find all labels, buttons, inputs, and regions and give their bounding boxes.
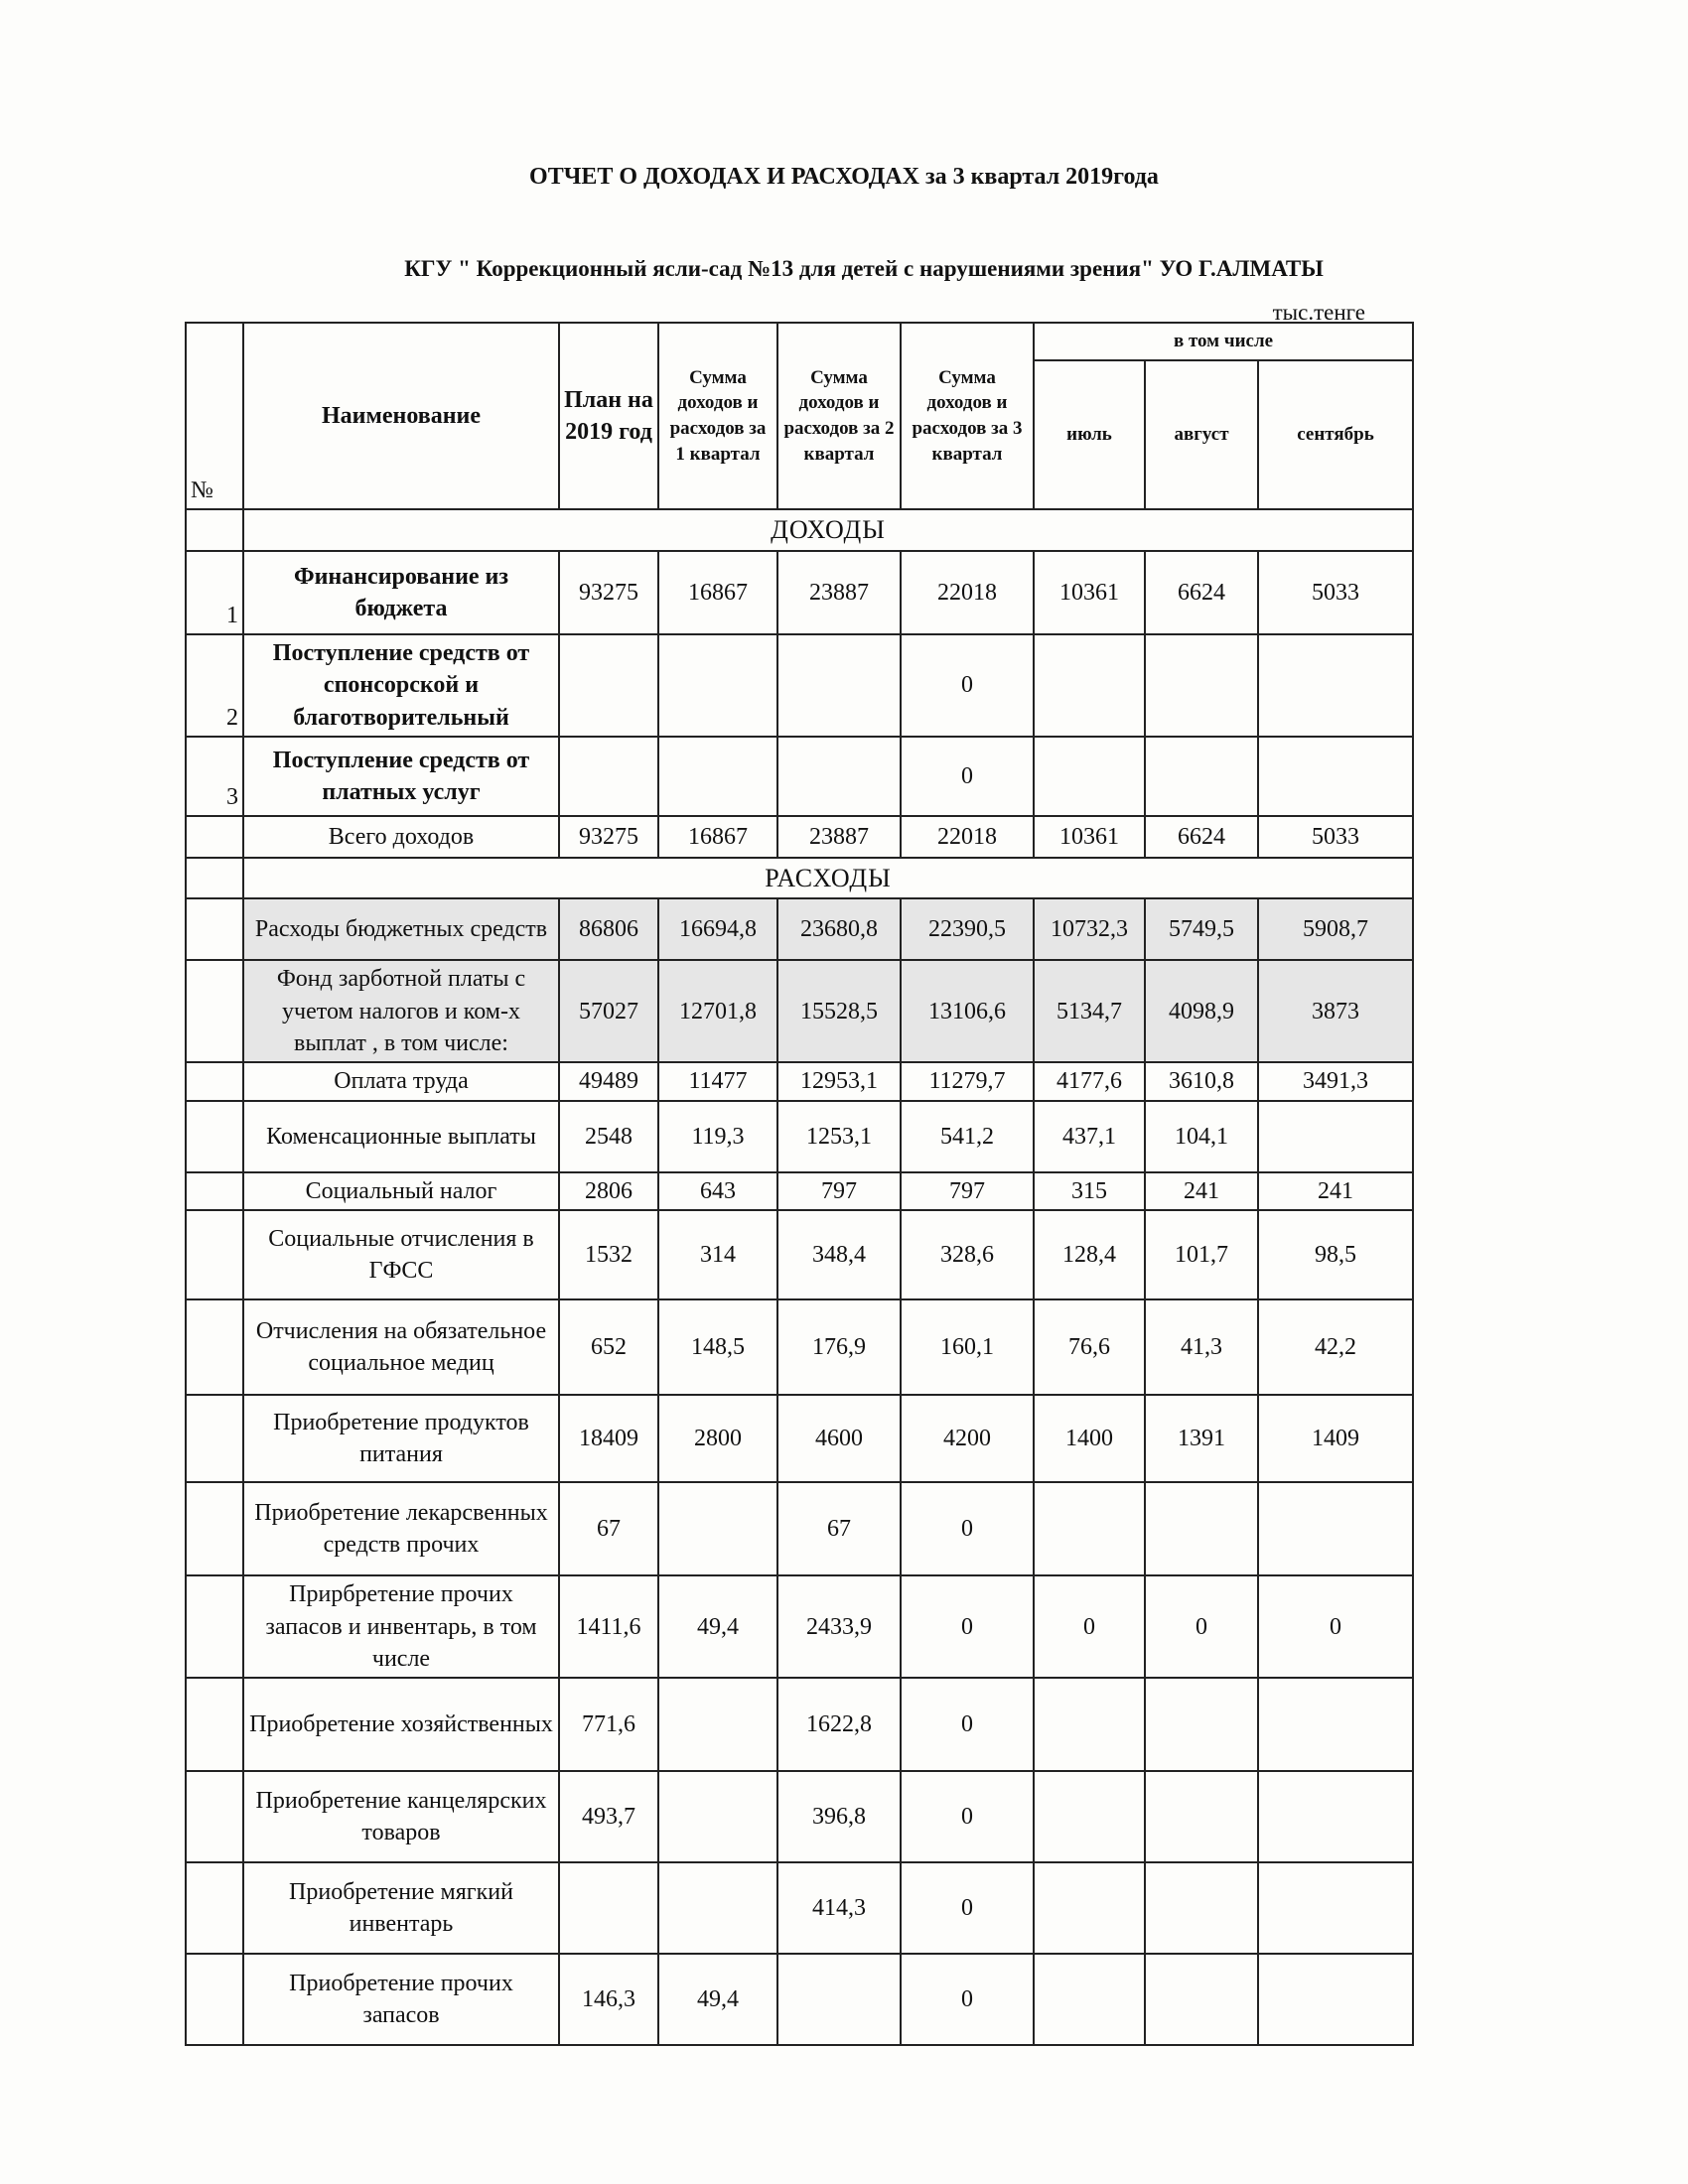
- col-num-header: №: [186, 323, 243, 509]
- cell-q3: 22018: [901, 816, 1034, 858]
- cell-july: [1034, 1954, 1145, 2045]
- cell-q2: 23680,8: [777, 898, 901, 960]
- table-row: [186, 1101, 1413, 1172]
- row-name: Фонд зарботной платы с учетом налогов и ком-х выплат , в том числе:: [243, 960, 559, 1062]
- cell-september: [1258, 1771, 1413, 1862]
- cell-q1: [658, 1862, 777, 1954]
- cell-plan: 86806: [559, 898, 658, 960]
- cell-july: [1034, 1771, 1145, 1862]
- cell-september: 241: [1258, 1172, 1413, 1210]
- cell-q2: 23887: [777, 816, 901, 858]
- row-number: [186, 1771, 243, 1862]
- cell-august: 0: [1145, 1575, 1258, 1678]
- expense-section-row: [186, 858, 1413, 898]
- cell-august: 3610,8: [1145, 1062, 1258, 1100]
- cell-q3: 13106,6: [901, 960, 1034, 1062]
- row-name: Коменсационные выплаты: [243, 1101, 559, 1172]
- row-number: [186, 1482, 243, 1575]
- cell-q2: 15528,5: [777, 960, 901, 1062]
- cell-plan: 1532: [559, 1210, 658, 1299]
- table-row: [186, 1678, 1413, 1771]
- cell-q3: 160,1: [901, 1299, 1034, 1395]
- cell-q2: 396,8: [777, 1771, 901, 1862]
- cell-q3: 11279,7: [901, 1062, 1034, 1100]
- row-number: [186, 816, 243, 858]
- row-number: [186, 1299, 243, 1395]
- table-row: [186, 1172, 1413, 1210]
- row-name: Социальный налог: [243, 1172, 559, 1210]
- cell-q2: 1253,1: [777, 1101, 901, 1172]
- table-row: [186, 1575, 1413, 1678]
- row-number: [186, 1862, 243, 1954]
- cell-q1: 16694,8: [658, 898, 777, 960]
- income-section-row: [186, 509, 1413, 551]
- cell-q1: [658, 1482, 777, 1575]
- cell-q1: 119,3: [658, 1101, 777, 1172]
- cell-july: 128,4: [1034, 1210, 1145, 1299]
- cell-plan: [559, 1862, 658, 1954]
- cell-q1: [658, 634, 777, 737]
- row-name: Приобретение прочих запасов: [243, 1954, 559, 2045]
- row-name: Приобретение мягкий инвентарь: [243, 1862, 559, 1954]
- col-plan-header: План на 2019 год: [559, 323, 658, 509]
- cell-plan: 146,3: [559, 1954, 658, 2045]
- cell-q3: 4200: [901, 1395, 1034, 1482]
- table-row: [186, 737, 1413, 816]
- cell-q1: 16867: [658, 816, 777, 858]
- cell-q1: 16867: [658, 551, 777, 634]
- cell-q2: 797: [777, 1172, 901, 1210]
- row-number: [186, 1395, 243, 1482]
- cell-plan: 2806: [559, 1172, 658, 1210]
- cell-september: [1258, 1954, 1413, 2045]
- row-number: [186, 1575, 243, 1678]
- cell-plan: 2548: [559, 1101, 658, 1172]
- cell-july: [1034, 1678, 1145, 1771]
- cell-q1: 314: [658, 1210, 777, 1299]
- cell-september: [1258, 1678, 1413, 1771]
- cell-september: 5033: [1258, 816, 1413, 858]
- row-number: 3: [186, 737, 243, 816]
- table-row: [186, 1771, 1413, 1862]
- col-q3-header: Сумма доходов и расходов за 3 квартал: [901, 323, 1034, 509]
- cell-q2: 4600: [777, 1395, 901, 1482]
- row-name: Социальные отчисления в ГФСС: [243, 1210, 559, 1299]
- table-row: [186, 1482, 1413, 1575]
- row-number: [186, 1101, 243, 1172]
- row-number: [186, 1062, 243, 1100]
- units-label: тыс.тенге: [1272, 300, 1365, 325]
- cell-august: 6624: [1145, 551, 1258, 634]
- cell-august: 6624: [1145, 816, 1258, 858]
- cell-q1: 148,5: [658, 1299, 777, 1395]
- cell-q2: [777, 1954, 901, 2045]
- cell-july: [1034, 634, 1145, 737]
- cell-august: 104,1: [1145, 1101, 1258, 1172]
- cell-september: 3491,3: [1258, 1062, 1413, 1100]
- cell-august: [1145, 1771, 1258, 1862]
- expense-section-title: РАСХОДЫ: [243, 858, 1413, 898]
- cell-july: [1034, 737, 1145, 816]
- cell-july: 5134,7: [1034, 960, 1145, 1062]
- row-number: [186, 1954, 243, 2045]
- row-number: [186, 960, 243, 1062]
- header-row-1: [186, 323, 1413, 360]
- cell-july: 10361: [1034, 551, 1145, 634]
- table-row: [186, 898, 1413, 960]
- cell-july: 0: [1034, 1575, 1145, 1678]
- cell-q2: 176,9: [777, 1299, 901, 1395]
- cell-q3: 22018: [901, 551, 1034, 634]
- cell-july: 10732,3: [1034, 898, 1145, 960]
- row-name: Расходы бюджетных средств: [243, 898, 559, 960]
- row-name: Приобретение канцелярских товаров: [243, 1771, 559, 1862]
- cell-q2: [777, 737, 901, 816]
- row-number: 2: [186, 634, 243, 737]
- table-row: [186, 960, 1413, 1062]
- row-number: [186, 898, 243, 960]
- cell-july: [1034, 1482, 1145, 1575]
- cell-september: 98,5: [1258, 1210, 1413, 1299]
- row-name: Поступление средств от платных услуг: [243, 737, 559, 816]
- cell-q1: [658, 1771, 777, 1862]
- cell-plan: 493,7: [559, 1771, 658, 1862]
- cell-august: 4098,9: [1145, 960, 1258, 1062]
- cell-august: 101,7: [1145, 1210, 1258, 1299]
- cell-plan: 1411,6: [559, 1575, 658, 1678]
- cell-q3: 0: [901, 1862, 1034, 1954]
- col-including-header: в том числе: [1034, 323, 1413, 360]
- cell-september: 42,2: [1258, 1299, 1413, 1395]
- cell-plan: 49489: [559, 1062, 658, 1100]
- cell-september: 3873: [1258, 960, 1413, 1062]
- cell-plan: 18409: [559, 1395, 658, 1482]
- cell-q2: 2433,9: [777, 1575, 901, 1678]
- cell-q2: 12953,1: [777, 1062, 901, 1100]
- cell-q1: 2800: [658, 1395, 777, 1482]
- row-name: Оплата труда: [243, 1062, 559, 1100]
- cell-q3: 541,2: [901, 1101, 1034, 1172]
- income-total-row: [186, 816, 1413, 858]
- col-q1-header: Сумма доходов и расходов за 1 квартал: [658, 323, 777, 509]
- cell-august: [1145, 1678, 1258, 1771]
- cell-q1: 11477: [658, 1062, 777, 1100]
- cell-q2: 23887: [777, 551, 901, 634]
- cell-q1: [658, 1678, 777, 1771]
- col-august-header: август: [1145, 360, 1258, 509]
- cell-q3: 0: [901, 737, 1034, 816]
- cell-august: 5749,5: [1145, 898, 1258, 960]
- cell-september: 5908,7: [1258, 898, 1413, 960]
- cell-q1: [658, 737, 777, 816]
- cell-q3: 0: [901, 1575, 1034, 1678]
- cell-plan: 67: [559, 1482, 658, 1575]
- cell-july: 76,6: [1034, 1299, 1145, 1395]
- table-row: [186, 1062, 1413, 1100]
- cell-plan: 771,6: [559, 1678, 658, 1771]
- cell-q3: 328,6: [901, 1210, 1034, 1299]
- table-row: [186, 634, 1413, 737]
- cell-september: [1258, 1101, 1413, 1172]
- row-name: Всего доходов: [243, 816, 559, 858]
- cell-q2: 67: [777, 1482, 901, 1575]
- col-september-header: сентябрь: [1258, 360, 1413, 509]
- cell-q3: 0: [901, 634, 1034, 737]
- cell-q2: 348,4: [777, 1210, 901, 1299]
- row-number: [186, 1172, 243, 1210]
- cell-july: 10361: [1034, 816, 1145, 858]
- cell-july: 4177,6: [1034, 1062, 1145, 1100]
- row-name: Прирбретение прочих запасов и инвентарь, в том числе: [243, 1575, 559, 1678]
- col-name-header: Наименование: [243, 323, 559, 509]
- table-row: [186, 1954, 1413, 2045]
- section-num-cell: [186, 858, 243, 898]
- table-row: [186, 1299, 1413, 1395]
- table-row: [186, 1395, 1413, 1482]
- cell-august: 241: [1145, 1172, 1258, 1210]
- cell-q2: [777, 634, 901, 737]
- cell-plan: [559, 737, 658, 816]
- col-q2-header: Сумма доходов и расходов за 2 квартал: [777, 323, 901, 509]
- cell-q3: 0: [901, 1771, 1034, 1862]
- cell-august: [1145, 1954, 1258, 2045]
- table-row: [186, 1210, 1413, 1299]
- cell-q1: 12701,8: [658, 960, 777, 1062]
- cell-q3: 0: [901, 1678, 1034, 1771]
- section-num-cell: [186, 509, 243, 551]
- cell-q1: 49,4: [658, 1954, 777, 2045]
- cell-plan: 57027: [559, 960, 658, 1062]
- row-name: Приобретение продуктов питания: [243, 1395, 559, 1482]
- row-name: Поступление средств от спонсорской и благотворительный: [243, 634, 559, 737]
- cell-q3: 0: [901, 1482, 1034, 1575]
- organization-name: КГУ " Коррекционный ясли-сад №13 для детей с нарушениями зрения" УО Г.АЛМАТЫ: [404, 256, 1324, 281]
- cell-q1: 643: [658, 1172, 777, 1210]
- row-name: Отчисления на обязательное социальное медиц: [243, 1299, 559, 1395]
- row-name: Финансирование из бюджета: [243, 551, 559, 634]
- cell-august: [1145, 1862, 1258, 1954]
- cell-q1: 49,4: [658, 1575, 777, 1678]
- cell-september: 0: [1258, 1575, 1413, 1678]
- cell-q3: 22390,5: [901, 898, 1034, 960]
- cell-august: [1145, 634, 1258, 737]
- row-name: Приобретение хозяйственных: [243, 1678, 559, 1771]
- cell-q2: 414,3: [777, 1862, 901, 1954]
- cell-september: 1409: [1258, 1395, 1413, 1482]
- col-july-header: июль: [1034, 360, 1145, 509]
- cell-september: [1258, 1482, 1413, 1575]
- cell-july: 1400: [1034, 1395, 1145, 1482]
- cell-august: [1145, 1482, 1258, 1575]
- row-number: [186, 1678, 243, 1771]
- cell-july: 437,1: [1034, 1101, 1145, 1172]
- cell-july: [1034, 1862, 1145, 1954]
- cell-q3: 797: [901, 1172, 1034, 1210]
- table-row: [186, 551, 1413, 634]
- cell-august: [1145, 737, 1258, 816]
- income-section-title: ДОХОДЫ: [243, 509, 1413, 551]
- cell-august: 1391: [1145, 1395, 1258, 1482]
- report-title: ОТЧЕТ О ДОХОДАХ И РАСХОДАХ за 3 квартал 2019года: [529, 164, 1159, 190]
- cell-plan: [559, 634, 658, 737]
- cell-plan: 93275: [559, 551, 658, 634]
- cell-q3: 0: [901, 1954, 1034, 2045]
- cell-september: [1258, 1862, 1413, 1954]
- table-row: [186, 1862, 1413, 1954]
- report-table: [185, 322, 1414, 2046]
- cell-plan: 652: [559, 1299, 658, 1395]
- cell-q2: 1622,8: [777, 1678, 901, 1771]
- row-name: Приобретение лекарсвенных средств прочих: [243, 1482, 559, 1575]
- row-number: [186, 1210, 243, 1299]
- cell-september: 5033: [1258, 551, 1413, 634]
- cell-september: [1258, 634, 1413, 737]
- cell-plan: 93275: [559, 816, 658, 858]
- row-number: 1: [186, 551, 243, 634]
- cell-august: 41,3: [1145, 1299, 1258, 1395]
- cell-september: [1258, 737, 1413, 816]
- cell-july: 315: [1034, 1172, 1145, 1210]
